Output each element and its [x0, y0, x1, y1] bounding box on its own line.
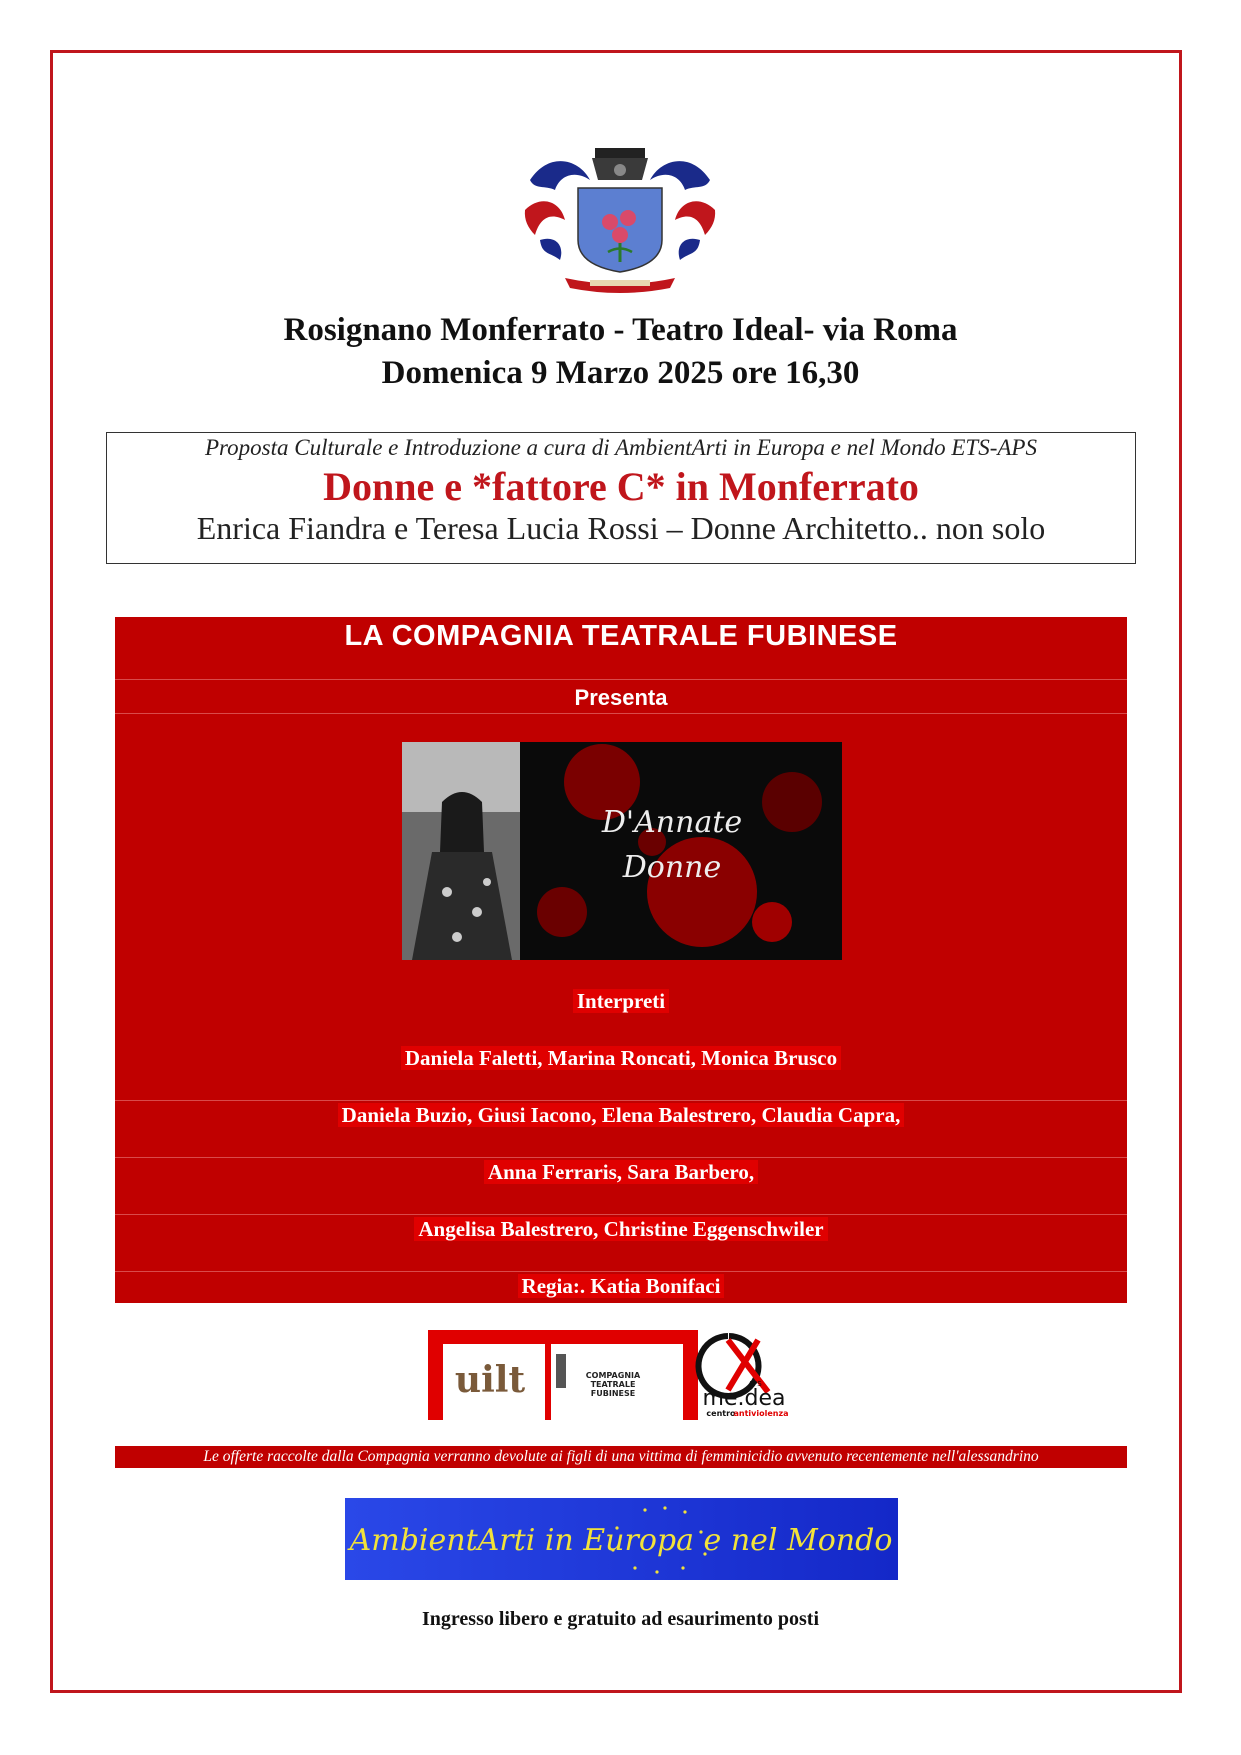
interpreters-label: Interpreti [115, 989, 1127, 1014]
medea-sub-text-2: antiviolenza [733, 1409, 789, 1418]
direction-line: Regia:. Katia Bonifaci [115, 1274, 1127, 1299]
compagnia-logo-text-2: TEATRALE [590, 1380, 636, 1389]
cast-line-1: Daniela Faletti, Marina Roncati, Monica Brusco [115, 1046, 1127, 1071]
divider [115, 1214, 1127, 1215]
show-poster-image [402, 742, 842, 960]
poster-title-1: D'Annate [601, 805, 743, 840]
coat-of-arms-logo [520, 140, 720, 300]
cast-line-3: Anna Ferraris, Sara Barbero, [115, 1160, 1127, 1185]
date-line: Domenica 9 Marzo 2025 ore 16,30 [381, 355, 860, 391]
medea-sub-text-1: centro [706, 1409, 736, 1418]
divider [115, 679, 1127, 680]
compagnia-logo-text-3: FUBINESE [590, 1389, 636, 1398]
divider [115, 1100, 1127, 1101]
sponsor-logos [428, 1330, 818, 1420]
divider [115, 713, 1127, 714]
ambientarti-banner [345, 1498, 898, 1580]
uilt-logo-text: uilt [454, 1359, 526, 1401]
conference-title: Donne e *fattore C* in Monferrato [323, 464, 919, 509]
venue-line: Rosignano Monferrato - Teatro Ideal- via Roma [283, 312, 958, 348]
company-name: LA COMPAGNIA TEATRALE FUBINESE [344, 620, 898, 652]
compagnia-logo-text-1: COMPAGNIA [585, 1371, 641, 1380]
ambientarti-banner-text: AmbientArti in Europa e nel Mondo [349, 1523, 893, 1558]
divider [115, 1271, 1127, 1272]
presents-label: Presenta [574, 685, 668, 710]
cast-line-2: Daniela Buzio, Giusi Iacono, Elena Balestrero, Claudia Capra, [115, 1103, 1127, 1128]
cast-line-4: Angelisa Balestrero, Christine Eggenschwiler [115, 1217, 1127, 1242]
conference-box [106, 432, 1136, 564]
poster-title-2: Donne [622, 850, 722, 885]
medea-logo-text: me.dea [702, 1386, 786, 1411]
donation-notice: Le offerte raccolte dalla Compagnia verranno devolute ai figli di una vittima di femminicidio avvenuto recentemente nell'alessandrino [115, 1446, 1127, 1468]
medea-aps-text: APS [748, 1380, 762, 1388]
divider [115, 1157, 1127, 1158]
conference-intro: Proposta Culturale e Introduzione a cura di AmbientArti in Europa e nel Mondo ETS-APS [205, 435, 1037, 460]
show-panel [115, 617, 1127, 1303]
entry-note: Ingresso libero e gratuito ad esaurimento posti [421, 1608, 820, 1630]
conference-speakers: Enrica Fiandra e Teresa Lucia Rossi – Donne Architetto.. non solo [196, 510, 1046, 546]
